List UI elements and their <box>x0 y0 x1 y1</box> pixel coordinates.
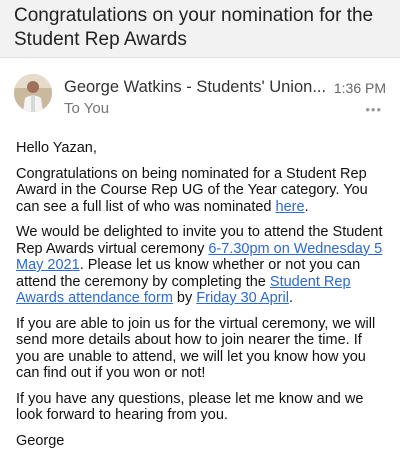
email-subject: Congratulations on your nomination for the Student Rep Awards <box>14 5 374 50</box>
paragraph-invite <box>16 224 388 307</box>
nominees-link[interactable]: here <box>275 198 305 215</box>
email-body <box>16 140 388 458</box>
paragraph-text: . Please let us know whether or not you can attend the ceremony by completing the <box>16 257 361 290</box>
avatar-photo-icon <box>14 74 52 112</box>
sender-avatar[interactable] <box>14 74 52 112</box>
deadline-date-link[interactable]: Friday 30 April <box>196 290 289 306</box>
paragraph-nomination <box>16 166 388 216</box>
attendance-form-link[interactable]: Student Rep Awards attendance form <box>16 273 351 306</box>
paragraph-questions: If you have any questions, please let me know and we look forward to hearing from you. <box>16 390 364 423</box>
paragraph-end: . <box>288 290 293 306</box>
paragraph-details: If you are able to join us for the virtual ceremony, we will send more details about how to join nearer the time. If you are unable to attend, we will let you know how you can find out if you won or not! <box>16 315 376 381</box>
paragraph-text: by <box>172 290 197 306</box>
ceremony-date-link[interactable]: 6-7.30pm on Wednesday 5 May 2021 <box>16 240 383 273</box>
recipient[interactable]: To You <box>64 100 110 117</box>
message-header <box>0 66 400 124</box>
paragraph-text: Congratulations on being nominated for a Student Rep Award in the Course Rep UG of the Year category. You can see a full list of who was nominated <box>16 165 368 215</box>
greeting: Hello Yazan, <box>16 140 97 156</box>
paragraph-end: . <box>304 198 309 215</box>
ellipsis-icon[interactable]: ••• <box>365 102 382 117</box>
subject-bar <box>0 0 400 58</box>
signoff: George <box>16 432 65 449</box>
sender-name[interactable]: George Watkins - Students' Union... <box>64 78 327 96</box>
paragraph-text: We would be delighted to invite you to attend the Student Rep Awards virtual ceremony <box>16 224 383 257</box>
sent-time: 1:36 PM <box>333 80 386 96</box>
